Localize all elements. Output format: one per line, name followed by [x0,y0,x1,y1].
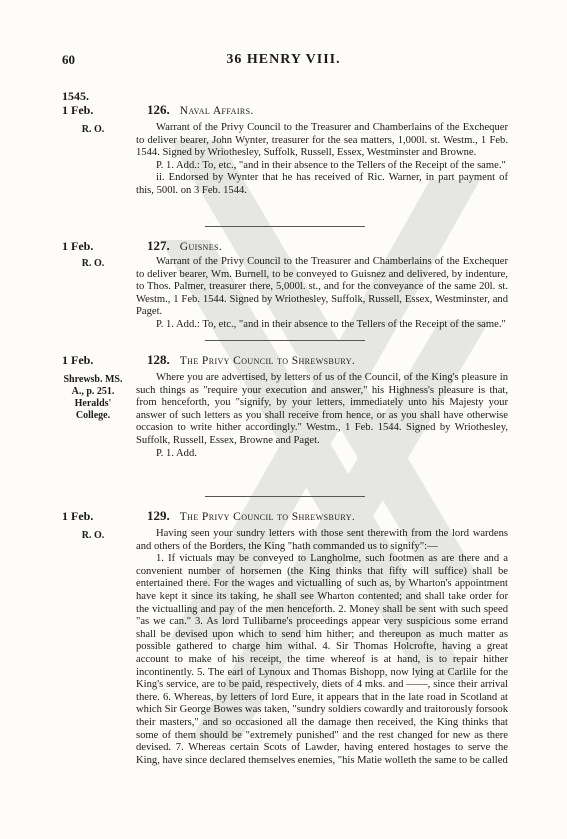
entry-body [136,122,508,198]
entry-heading [147,508,355,524]
page-number: 60 [62,52,75,67]
entry-paragraph: P. 1. Add. [156,447,197,459]
entry-heading [147,102,254,118]
section-divider [205,496,365,497]
entry-number: 129. [147,508,170,523]
entry-number: 127. [147,238,170,253]
entry-date: 1 Feb. [62,239,94,253]
entry-title: Naval Affairs. [179,105,254,117]
entry-number: 126. [147,102,170,117]
year-label: 1545. [62,89,89,103]
entry-body [136,256,508,332]
section-divider [205,340,365,341]
entry-body [136,372,508,460]
entry-paragraph: Warrant of the Privy Council to the Treasurer and Chamberlains of the Exchequer to deliver bearer, John Wynter, treasurer for the sea matters, 1,000l. st. Westm., 1 Feb. 1544. Signed by Wriothesley, Suffolk, Russell, Essex, Westminster and Browne. [136,122,508,159]
entry-paragraph: Where you are advertised, by letters of us of the Council, of the King's pleasure in such things as "require your execution and answer," his Highness's pleasure is that, from henceforth, you "signify, by your letters, immediately unto his Majesty your answer of such letters as you shall receive from hence, or as you shall have otherwise occasion to write hither accordingly." Westm., 1 Feb. 1544. Signed by Wriothesley, Suffolk, Russell, Essex, Browne and Paget. [136,372,508,446]
entry-source: Shrewsb. MS. A., p. 251. Heralds' College. [63,374,123,421]
entry-source: R. O. [81,124,105,135]
entry-date: 1 Feb. [62,353,94,367]
entry-paragraph: P. 1. Add.: To, etc., "and in their absence to the Tellers of the Receipt of the same." [156,159,506,171]
section-divider [205,226,365,227]
entry-title: Guisnes. [179,241,223,253]
entry-paragraph: Having seen your sundry letters with those sent therewith from the lord wardens and others of the Borders, the King "hath commanded us to signify":— [136,528,508,552]
entry-paragraph: P. 1. Add.: To, etc., "and in their absence to the Tellers of the Receipt of the same." [156,318,506,330]
entry-paragraph: 1. If victuals may be conveyed to Langholme, such footmen as are there and a convenient number of horsemen (the King thinks that fifty will suffice) shall be entertained there. For the wages and victualling of such as, by Wharton's appointment have kept it since its taking, he shall see Wharton contented; and shall take order for the victualling and pay of the men henceforth. 2. Money shall be sent with such speed "as we can." 3. As lord Tullibarne's proceedings appear very suspicious some errand shall be devised upon which to send him hither; and thereupon as much matter as possible gathered to charge him withal. 4. Sir Thomas Holcrofte, having a great account to make of his receipt, the time whereof is at hand, is to repair hither incontinently. 5. The earl of Lynoux and Thomas Bishopp, now lying at Carlile for the King's service, are to be paid, respectively, diets of 4 mks. and ——, since their arrival there. 6. Whereas, by letters of lord Eure, it appears that in the late road in Scotland at which Sir George Bowes was taken, "sundry soldiers cowardly and traitorously forsook their masters," and so occasioned all the damage then received, the King thinks that some of them should be "extremely punished" and the rest changed for new as there devised. 7. Whereas certain Scots of Lawder, having entered hostages to serve the King, have since declared themselves enemies, "his Matie wolleth the same to be called [136,553,508,766]
entry-title: The Privy Council to Shrewsbury. [179,355,356,367]
entry-source: R. O. [81,258,105,269]
entry-paragraph: Warrant of the Privy Council to the Treasurer and Chamberlains of the Exchequer to deliver bearer, Wm. Burnell, to be conveyed to Guisnez and delivered, by indenture, to Thos. Palmer, treasurer there, 5,000l. st., and for the conveyance of the same 20l. st. Westm., 1 Feb. 1544. Signed by Wriothesley, Suffolk, Russell, Essex, Westminster, and Paget. [136,256,508,318]
running-title: 36 HENRY VIII. [226,52,341,67]
entry-body [136,528,508,767]
entry-source: R. O. [81,530,105,541]
entry-heading [147,238,222,254]
entry-date: 1 Feb. [62,103,94,117]
entry-date: 1 Feb. [62,509,94,523]
entry-title: The Privy Council to Shrewsbury. [179,511,356,523]
entry-heading [147,352,355,368]
entry-number: 128. [147,352,170,367]
running-header [0,52,567,70]
entry-paragraph: ii. Endorsed by Wynter that he has received of Ric. Warner, in part payment of this, 500l. on 3 Feb. 1544. [136,172,508,196]
